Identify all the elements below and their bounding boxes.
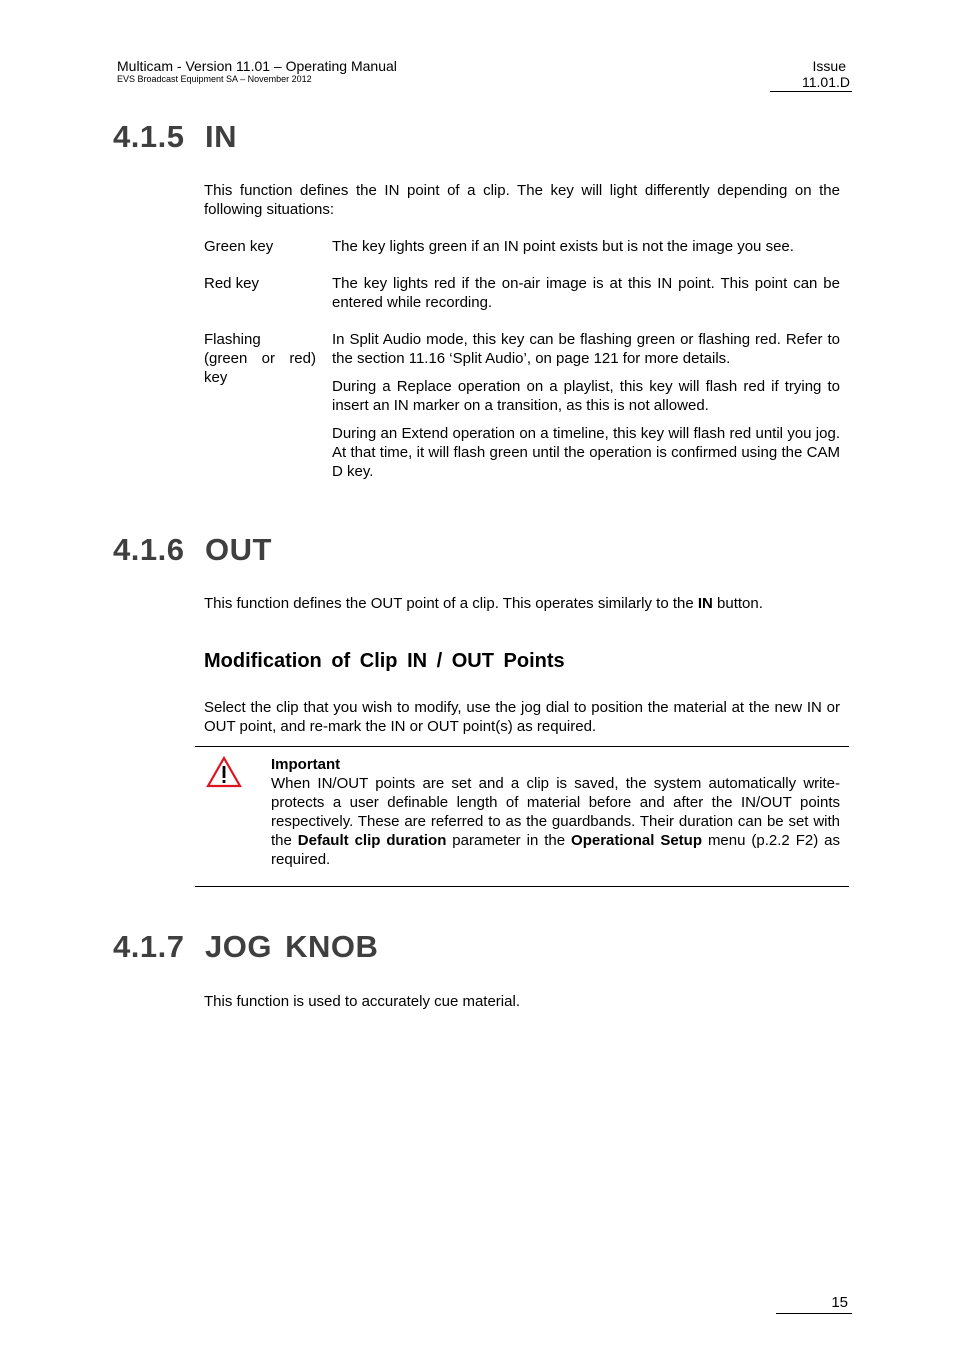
desc-red-key: The key lights red if the on-air image is at this IN point. This point can be entered while recording. bbox=[332, 275, 840, 311]
text-run: menu (p.2.2 F2) as required. bbox=[271, 832, 840, 868]
bold-text: IN bbox=[697, 595, 713, 612]
paragraph-text bbox=[204, 594, 840, 613]
term-flashing-key bbox=[204, 330, 316, 387]
note-bottom-rule bbox=[195, 886, 849, 887]
header-issue-value: 11.01.D bbox=[802, 74, 850, 90]
important-note bbox=[271, 755, 840, 869]
paragraph-text: This function defines the IN point of a clip. The key will light differently depending on the following situations: bbox=[204, 182, 840, 218]
subheading-modification: Modification of Clip IN / OUT Points bbox=[204, 650, 565, 672]
desc-paragraph: During an Extend operation on a timeline, this key will flash red until you jog. At that time, it will flash green until the operation is confirmed using the CAM D key. bbox=[332, 425, 840, 480]
paragraph-text: This function is used to accurately cue material. bbox=[204, 993, 520, 1010]
paragraph-text: Select the clip that you wish to modify, use the jog dial to position the material at the new IN or OUT point, and re-mark the IN or OUT point(s) as required. bbox=[204, 699, 840, 735]
important-label: Important bbox=[271, 756, 341, 773]
term-green-key: Green key bbox=[204, 238, 274, 255]
term-line: Flashing bbox=[204, 331, 261, 348]
section-number: 4.1.7 bbox=[113, 929, 185, 964]
header-title: Multicam - Version 11.01 – Operating Manual bbox=[117, 58, 397, 74]
section-title: IN bbox=[205, 119, 237, 154]
text-run: button. bbox=[712, 595, 763, 612]
header-issue-label: Issue bbox=[812, 58, 846, 74]
term-red-key: Red key bbox=[204, 275, 260, 292]
text-run: parameter in the bbox=[446, 832, 572, 849]
in-intro-paragraph bbox=[204, 181, 840, 219]
footer-rule bbox=[776, 1313, 852, 1314]
section-number: 4.1.5 bbox=[113, 119, 185, 154]
text-run: This function defines the OUT point of a clip. This operates similarly to the bbox=[204, 595, 698, 612]
desc-paragraph: During a Replace operation on a playlist, this key will flash red if trying to insert an IN marker on a transition, as this is not allowed. bbox=[332, 378, 840, 414]
section-heading-in bbox=[113, 119, 237, 155]
text-run: When IN/OUT points are set and a clip is saved, the system automatically write-protects a user definable length of material before and after the IN/OUT points respectively. These are referred to as the guardbands. Their duration can be set with the bbox=[271, 775, 840, 849]
desc-flashing-key bbox=[332, 330, 840, 490]
section-number: 4.1.6 bbox=[113, 532, 185, 567]
bold-text: Operational Setup bbox=[571, 832, 702, 849]
important-text bbox=[271, 774, 840, 869]
bold-text: Default clip duration bbox=[297, 832, 447, 849]
out-intro-paragraph bbox=[204, 594, 840, 613]
page-number: 15 bbox=[831, 1294, 848, 1311]
section-heading-jog-knob bbox=[113, 929, 378, 965]
section-title: JOG KNOB bbox=[205, 929, 379, 964]
warning-triangle-icon bbox=[206, 756, 242, 788]
desc-paragraph: In Split Audio mode, this key can be flashing green or flashing red. Refer to the section 11.16 ‘Split Audio’, on page 121 for more details. bbox=[332, 331, 840, 367]
jog-intro-paragraph bbox=[204, 992, 840, 1011]
term-line: key bbox=[204, 369, 228, 386]
section-title: OUT bbox=[205, 532, 272, 567]
term-line: (green or red) bbox=[204, 350, 316, 367]
desc-green-key: The key lights green if an IN point exists but is not the image you see. bbox=[332, 238, 794, 255]
header-rule bbox=[770, 91, 852, 92]
section-heading-out bbox=[113, 532, 272, 568]
modification-paragraph bbox=[204, 698, 840, 736]
header-subtitle: EVS Broadcast Equipment SA – November 2012 bbox=[117, 74, 312, 84]
note-top-rule bbox=[195, 746, 849, 747]
